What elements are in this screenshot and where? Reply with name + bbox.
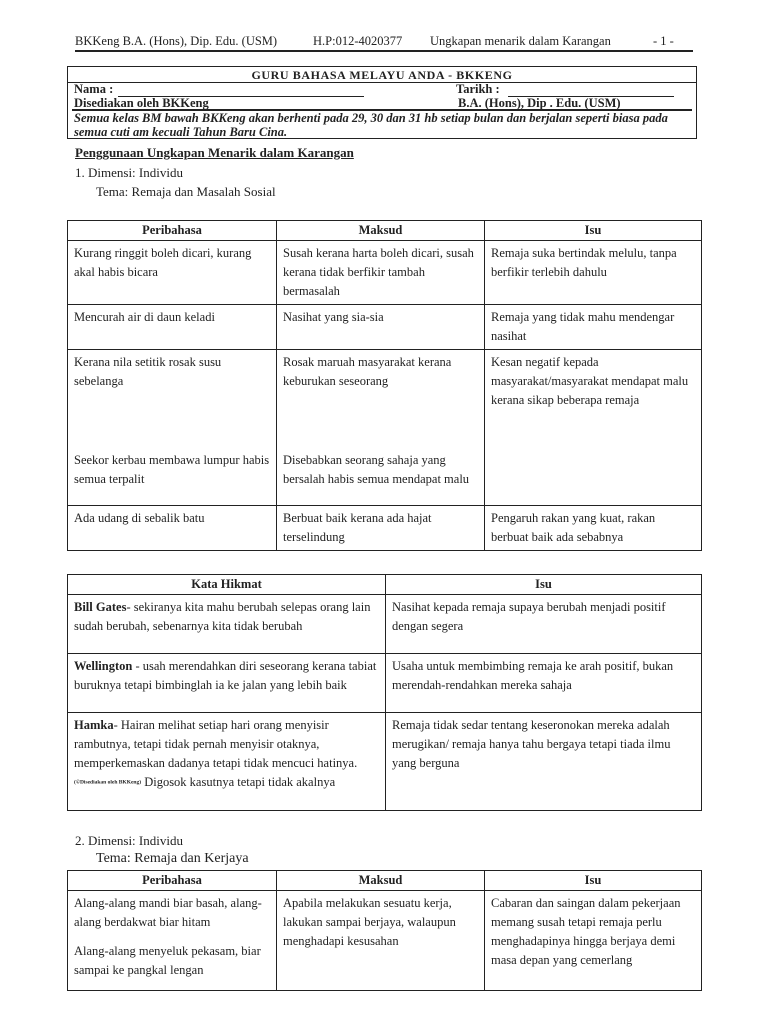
kata-hikmat-table [67,574,702,811]
dimension-2-theme: Tema: Remaja dan Kerjaya [96,851,249,866]
table-cell [68,595,386,654]
quote-text: Digosok kasutnya tetapi tidak akalnya [141,775,336,789]
table-row [68,350,702,506]
peribahasa-table-1 [67,220,702,551]
column-header: Maksud [277,871,485,891]
prepared-by: Disediakan oleh BKKeng [74,96,209,110]
section-title: Penggunaan Ungkapan Menarik dalam Karangan [75,145,354,160]
maksud-item: Rosak maruah masyarakat kerana keburukan seseorang [283,355,452,388]
table-cell: Berbuat baik kerana ada hajat terselindung [277,506,485,551]
peribahasa-table-2 [67,870,702,991]
dimension-2-heading: 2. Dimensi: Individu [75,833,183,848]
name-label: Nama : [74,82,114,96]
column-header: Isu [386,575,702,595]
table-header-row [68,221,702,241]
header-topic: Ungkapan menarik dalam Karangan [430,34,611,48]
qualification: B.A. (Hons), Dip . Edu. (USM) [458,96,621,110]
table-cell: Kesan negatif kepada masyarakat/masyarakat mendapat malu kerana sikap beberapa remaja [485,350,702,506]
header-phone: H.P:012-4020377 [313,34,403,48]
table-cell: Apabila melakukan sesuatu kerja, lakukan sampai berjaya, walaupun menghadapi kesusahan [277,891,485,991]
table-cell: Remaja yang tidak mahu mendengar nasihat [485,305,702,350]
table-cell: Pengaruh rakan yang kuat, rakan berbuat baik ada sebabnya [485,506,702,551]
peribahasa-item: Alang-alang mandi biar basah, alang-alang berdakwat biar hitam [74,896,262,929]
table-row [68,713,702,811]
column-header: Peribahasa [68,221,277,241]
column-header: Isu [485,871,702,891]
table-header-row [68,871,702,891]
quote-author: Bill Gates [74,600,127,614]
column-header: Peribahasa [68,871,277,891]
table-cell: Remaja tidak sedar tentang keseronokan mereka adalah merugikan/ remaja hanya tahu bergaya tetapi tiada ilmu yang berguna [386,713,702,811]
header-rule [75,50,693,52]
peribahasa-item: Alang-alang menyeluk pekasam, biar sampai ke pangkal lengan [74,944,261,977]
peribahasa-item: Kerana nila setitik rosak susu sebelanga [74,355,222,388]
table-row [68,595,702,654]
table-cell: Mencurah air di daun keladi [68,305,277,350]
column-header: Maksud [277,221,485,241]
table-cell: Ada udang di sebalik batu [68,506,277,551]
table-header-row [68,575,702,595]
dimension-1-heading: 1. Dimensi: Individu [75,165,183,180]
class-notice: Semua kelas BM bawah BKKeng akan berhenti pada 29, 30 dan 31 hb setiap bulan dan berjalan seperti biasa pada semua cuti am kecuali Tahun Baru Cina. [74,111,668,139]
table-cell [68,713,386,811]
table-cell: Nasihat kepada remaja supaya berubah menjadi positif dengan segera [386,595,702,654]
table-cell: Susah kerana harta boleh dicari, susah kerana tidak berfikir tambah bermasalah [277,241,485,305]
date-blank [508,83,674,97]
table-row [68,241,702,305]
table-row [68,305,702,350]
column-header: Kata Hikmat [68,575,386,595]
table-cell: Cabaran dan saingan dalam pekerjaan memang susah tetapi remaja perlu menghadapinya hingga berjaya demi masa depan yang cemerlang [485,891,702,991]
table-cell: Remaja suka bertindak melulu, tanpa berfikir terlebih dahulu [485,241,702,305]
table-cell [68,891,277,991]
quote-text: - Hairan melihat setiap hari orang menyisir rambutnya, tetapi tidak pernah menyisir otaknya, memperkemaskan dadanya tetapi tidak mencuci hatinya. [74,718,358,770]
maksud-item: Disebabkan seorang sahaja yang bersalah habis semua mendapat malu [283,453,470,486]
info-box-title: GURU BAHASA MELAYU ANDA - BKKENG [251,68,513,82]
table-cell [277,350,485,506]
info-box [67,66,697,139]
quote-author: Hamka [74,718,114,732]
name-blank [118,83,364,97]
table-cell [68,654,386,713]
quote-text: - usah merendahkan diri seseorang kerana tabiat buruknya tetapi bimbinglah ia ke jalan yang lebih baik [74,659,377,692]
header-author: BKKeng B.A. (Hons), Dip. Edu. (USM) [75,34,278,48]
table-row [68,891,702,991]
table-row [68,506,702,551]
table-cell: Usaha untuk membimbing remaja ke arah positif, bukan merendah-rendahkan mereka sahaja [386,654,702,713]
table-cell: Nasihat yang sia-sia [277,305,485,350]
column-header: Isu [485,221,702,241]
peribahasa-item: Seekor kerbau membawa lumpur habis semua terpalit [74,453,270,486]
header-page-number: - 1 - [653,34,674,48]
date-label: Tarikh : [456,82,500,96]
table-row [68,654,702,713]
dimension-1-theme: Tema: Remaja dan Masalah Sosial [96,184,276,199]
quote-text: - sekiranya kita mahu berubah selepas orang lain sudah berubah, sebenarnya kita tidak berubah [74,600,371,633]
quote-author: Wellington [74,659,133,673]
table-cell: Kurang ringgit boleh dicari, kurang akal habis bicara [68,241,277,305]
table-cell [68,350,277,506]
watermark-text: (©Disediakan oleh BKKeng) [74,779,142,786]
